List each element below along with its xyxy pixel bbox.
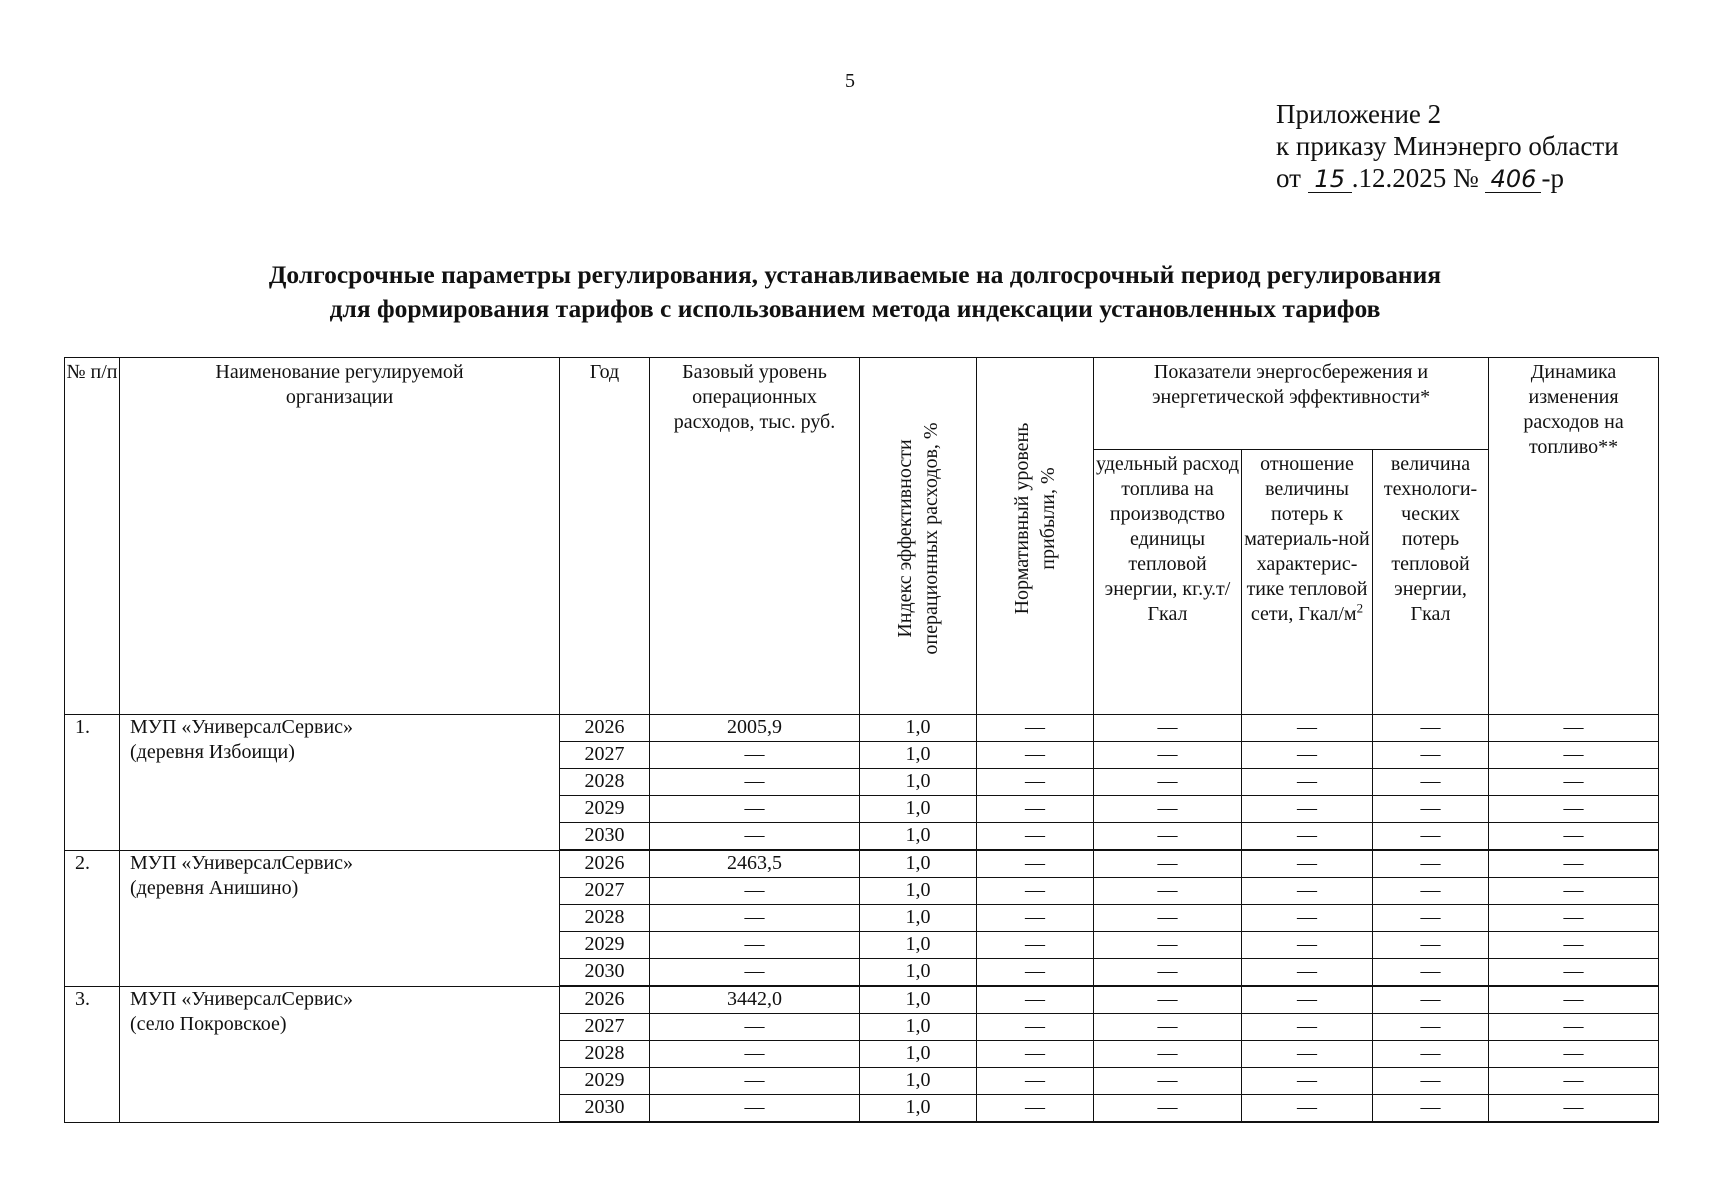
cell-efficiency-index: 1,0 <box>860 1041 977 1068</box>
organization-name <box>120 986 560 1122</box>
cell-loss-ratio: — <box>1242 986 1373 1014</box>
appendix-date-rest: .12.2025 № <box>1351 163 1479 193</box>
cell-base-level: — <box>650 905 860 932</box>
cell-fuel-dynamics: — <box>1489 878 1659 905</box>
header-profit-level-text: Нормативный уровень прибыли, % <box>1011 422 1059 615</box>
appendix-block <box>1276 98 1619 194</box>
cell-fuel-rate: — <box>1094 1014 1242 1041</box>
cell-profit-level: — <box>977 986 1094 1014</box>
cell-loss-ratio: — <box>1242 715 1373 742</box>
cell-year: 2028 <box>560 769 650 796</box>
header-loss-ratio-superscript: 2 <box>1356 600 1364 616</box>
cell-year: 2027 <box>560 742 650 769</box>
cell-base-level: — <box>650 959 860 987</box>
table-body <box>65 715 1659 1123</box>
cell-tech-losses: — <box>1373 1068 1489 1095</box>
cell-base-level: — <box>650 769 860 796</box>
cell-profit-level: — <box>977 1041 1094 1068</box>
organization-name <box>120 850 560 986</box>
cell-tech-losses: — <box>1373 905 1489 932</box>
organization-name-line-1: МУП «УниверсалСервис» <box>130 987 354 1010</box>
cell-fuel-dynamics: — <box>1489 1041 1659 1068</box>
cell-tech-losses: — <box>1373 1041 1489 1068</box>
cell-tech-losses: — <box>1373 850 1489 878</box>
cell-fuel-dynamics: — <box>1489 959 1659 987</box>
header-num: № п/п <box>65 358 120 715</box>
cell-fuel-rate: — <box>1094 769 1242 796</box>
header-energy-indicators: Показатели энергосбережения и энергетической эффективности* <box>1094 358 1489 450</box>
parameters-table <box>64 357 1659 1123</box>
cell-efficiency-index: 1,0 <box>860 796 977 823</box>
cell-efficiency-index: 1,0 <box>860 742 977 769</box>
cell-efficiency-index: 1,0 <box>860 986 977 1014</box>
cell-fuel-rate: — <box>1094 742 1242 769</box>
table-row <box>65 850 1659 878</box>
header-efficiency-index <box>860 358 977 715</box>
cell-fuel-dynamics: — <box>1489 932 1659 959</box>
cell-base-level: — <box>650 796 860 823</box>
cell-loss-ratio: — <box>1242 959 1373 987</box>
document-title-line-1: Долгосрочные параметры регулирования, устанавливаемые на долгосрочный период регулирования <box>268 260 1442 289</box>
cell-fuel-dynamics: — <box>1489 1014 1659 1041</box>
cell-profit-level: — <box>977 742 1094 769</box>
cell-profit-level: — <box>977 905 1094 932</box>
row-number: 1. <box>65 715 120 851</box>
cell-loss-ratio: — <box>1242 823 1373 851</box>
cell-loss-ratio: — <box>1242 905 1373 932</box>
appendix-suffix: -р <box>1541 163 1564 193</box>
cell-year: 2028 <box>560 1041 650 1068</box>
cell-year: 2030 <box>560 823 650 851</box>
cell-fuel-rate: — <box>1094 796 1242 823</box>
cell-fuel-rate: — <box>1094 932 1242 959</box>
cell-loss-ratio: — <box>1242 742 1373 769</box>
cell-profit-level: — <box>977 959 1094 987</box>
appendix-from-prefix: от <box>1276 163 1301 193</box>
row-number: 2. <box>65 850 120 986</box>
cell-tech-losses: — <box>1373 1014 1489 1041</box>
cell-efficiency-index: 1,0 <box>860 932 977 959</box>
cell-fuel-rate: — <box>1094 1041 1242 1068</box>
cell-fuel-dynamics: — <box>1489 905 1659 932</box>
cell-year: 2026 <box>560 850 650 878</box>
cell-year: 2026 <box>560 715 650 742</box>
cell-profit-level: — <box>977 1014 1094 1041</box>
cell-profit-level: — <box>977 715 1094 742</box>
cell-loss-ratio: — <box>1242 1095 1373 1123</box>
appendix-line-3 <box>1276 162 1619 194</box>
header-profit-level <box>977 358 1094 715</box>
handwritten-order-number: 406 <box>1485 166 1541 193</box>
cell-tech-losses: — <box>1373 769 1489 796</box>
header-organization: Наименование регулируемой организации <box>120 358 560 715</box>
cell-fuel-dynamics: — <box>1489 1068 1659 1095</box>
cell-efficiency-index: 1,0 <box>860 850 977 878</box>
cell-fuel-rate: — <box>1094 986 1242 1014</box>
cell-profit-level: — <box>977 769 1094 796</box>
cell-base-level: — <box>650 1014 860 1041</box>
cell-tech-losses: — <box>1373 1095 1489 1123</box>
cell-tech-losses: — <box>1373 742 1489 769</box>
cell-year: 2030 <box>560 1095 650 1123</box>
organization-name-line-2: (деревня Анишино) <box>130 876 299 899</box>
document-title-line-2: для формирования тарифов с использованием метода индексации установленных тарифов <box>329 294 1381 323</box>
cell-year: 2027 <box>560 878 650 905</box>
cell-fuel-rate: — <box>1094 1095 1242 1123</box>
cell-fuel-dynamics: — <box>1489 1095 1659 1123</box>
cell-efficiency-index: 1,0 <box>860 1095 977 1123</box>
cell-base-level: — <box>650 742 860 769</box>
header-loss-ratio <box>1242 450 1373 715</box>
cell-fuel-dynamics: — <box>1489 742 1659 769</box>
page-number: 5 <box>845 70 855 92</box>
cell-efficiency-index: 1,0 <box>860 959 977 987</box>
header-tech-losses: величина технологи-ческих потерь тепловой энергии, Гкал <box>1373 450 1489 715</box>
cell-efficiency-index: 1,0 <box>860 1068 977 1095</box>
table-row <box>65 715 1659 742</box>
cell-year: 2029 <box>560 932 650 959</box>
cell-tech-losses: — <box>1373 878 1489 905</box>
cell-fuel-rate: — <box>1094 959 1242 987</box>
header-efficiency-index-text: Индекс эффективности операционных расходов, % <box>894 422 942 655</box>
cell-base-level: — <box>650 1068 860 1095</box>
cell-profit-level: — <box>977 796 1094 823</box>
cell-efficiency-index: 1,0 <box>860 715 977 742</box>
cell-loss-ratio: — <box>1242 878 1373 905</box>
cell-base-level: — <box>650 1095 860 1123</box>
cell-efficiency-index: 1,0 <box>860 823 977 851</box>
cell-profit-level: — <box>977 1068 1094 1095</box>
cell-loss-ratio: — <box>1242 932 1373 959</box>
cell-tech-losses: — <box>1373 959 1489 987</box>
header-fuel-rate: удельный расход топлива на производство единицы тепловой энергии, кг.у.т/Гкал <box>1094 450 1242 715</box>
table-row <box>65 986 1659 1014</box>
organization-name-line-2: (деревня Избоищи) <box>130 741 295 763</box>
cell-profit-level: — <box>977 932 1094 959</box>
cell-base-level: 2005,9 <box>650 715 860 742</box>
cell-efficiency-index: 1,0 <box>860 769 977 796</box>
cell-fuel-dynamics: — <box>1489 850 1659 878</box>
cell-fuel-dynamics: — <box>1489 715 1659 742</box>
organization-name-line-2: (село Покровское) <box>130 1012 287 1035</box>
cell-loss-ratio: — <box>1242 769 1373 796</box>
cell-year: 2026 <box>560 986 650 1014</box>
cell-efficiency-index: 1,0 <box>860 1014 977 1041</box>
cell-fuel-dynamics: — <box>1489 796 1659 823</box>
cell-year: 2029 <box>560 796 650 823</box>
cell-loss-ratio: — <box>1242 1041 1373 1068</box>
cell-efficiency-index: 1,0 <box>860 878 977 905</box>
cell-profit-level: — <box>977 850 1094 878</box>
cell-fuel-rate: — <box>1094 850 1242 878</box>
cell-base-level: 2463,5 <box>650 850 860 878</box>
cell-fuel-rate: — <box>1094 715 1242 742</box>
row-number: 3. <box>65 986 120 1122</box>
organization-name-line-1: МУП «УниверсалСервис» <box>130 716 354 738</box>
appendix-line-2: к приказу Минэнерго области <box>1276 131 1619 161</box>
cell-profit-level: — <box>977 878 1094 905</box>
organization-name <box>120 715 560 851</box>
cell-efficiency-index: 1,0 <box>860 905 977 932</box>
appendix-line-1: Приложение 2 <box>1276 99 1442 129</box>
handwritten-day: 15 <box>1308 166 1352 193</box>
cell-fuel-rate: — <box>1094 905 1242 932</box>
cell-loss-ratio: — <box>1242 1014 1373 1041</box>
cell-year: 2029 <box>560 1068 650 1095</box>
cell-fuel-rate: — <box>1094 823 1242 851</box>
cell-fuel-dynamics: — <box>1489 769 1659 796</box>
cell-tech-losses: — <box>1373 823 1489 851</box>
header-base-level: Базовый уровень операционных расходов, тыс. руб. <box>650 358 860 715</box>
cell-base-level: — <box>650 823 860 851</box>
header-year: Год <box>560 358 650 715</box>
cell-loss-ratio: — <box>1242 796 1373 823</box>
cell-tech-losses: — <box>1373 986 1489 1014</box>
organization-name-line-1: МУП «УниверсалСервис» <box>130 851 354 874</box>
cell-profit-level: — <box>977 823 1094 851</box>
cell-base-level: — <box>650 1041 860 1068</box>
header-loss-ratio-text: отношение величины потерь к материаль-ной характерис-тике тепловой сети, Гкал/м <box>1244 453 1370 625</box>
cell-year: 2028 <box>560 905 650 932</box>
cell-tech-losses: — <box>1373 715 1489 742</box>
cell-year: 2030 <box>560 959 650 987</box>
header-fuel-dynamics: Динамика изменения расходов на топливо** <box>1489 358 1659 715</box>
cell-fuel-dynamics: — <box>1489 986 1659 1014</box>
cell-fuel-rate: — <box>1094 1068 1242 1095</box>
cell-tech-losses: — <box>1373 796 1489 823</box>
cell-loss-ratio: — <box>1242 850 1373 878</box>
cell-fuel-rate: — <box>1094 878 1242 905</box>
cell-year: 2027 <box>560 1014 650 1041</box>
cell-tech-losses: — <box>1373 932 1489 959</box>
cell-loss-ratio: — <box>1242 1068 1373 1095</box>
cell-profit-level: — <box>977 1095 1094 1123</box>
cell-base-level: — <box>650 878 860 905</box>
cell-fuel-dynamics: — <box>1489 823 1659 851</box>
document-title <box>60 258 1650 326</box>
cell-base-level: — <box>650 932 860 959</box>
cell-base-level: 3442,0 <box>650 986 860 1014</box>
